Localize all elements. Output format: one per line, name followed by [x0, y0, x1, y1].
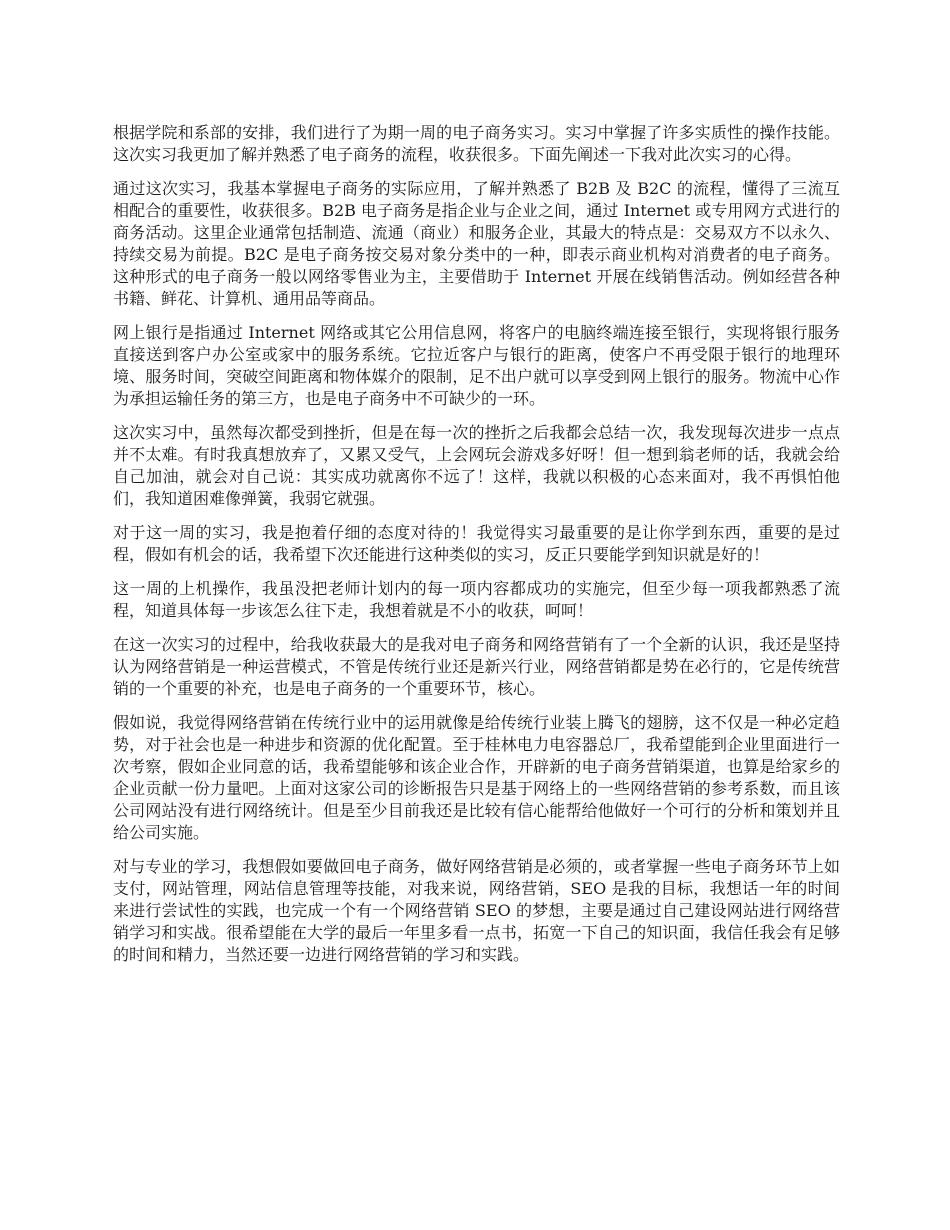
- paragraph-6: 这一周的上机操作，我虽没把老师计划内的每一项内容都成功的实施完，但至少每一项我都熟悉了流程，知道具体每一步该怎么往下走，我想着就是不小的收获，呵呵！: [113, 579, 840, 620]
- paragraph-1: 根据学院和系部的安排，我们进行了为期一周的电子商务实习。实习中掌握了许多实质性的操作技能。这次实习我更加了解并熟悉了电子商务的流程，收获很多。下面先阐述一下我对此次实习的心得。: [113, 123, 840, 164]
- paragraph-2: 通过这次实习，我基本掌握电子商务的实际应用，了解并熟悉了 B2B 及 B2C 的流程，懂得了三流互相配合的重要性，收获很多。B2B 电子商务是指企业与企业之间，通过 Internet 或专用网方式进行的商务活动。这里企业通常包括制造、流通（商业）和服务企业，其最大的特点是：交易双方不以永久、持续交易为前提。B2C 是电子商务按交易对象分类中的一种，即表示商业机构对消费者的电子商务。这种形式的电子商务一般以网络零售业为主，主要借助于 Internet 开展在线销售活动。例如经营各种书籍、鲜花、计算机、通用品等商品。: [113, 179, 840, 308]
- paragraph-3: 网上银行是指通过 Internet 网络或其它公用信息网，将客户的电脑终端连接至银行，实现将银行服务直接送到客户办公室或家中的服务系统。它拉近客户与银行的距离，使客户不再受限于银行的地理环境、服务时间，突破空间距离和物体媒介的限制，足不出户就可以享受到网上银行的服务。物流中心作为承担运输任务的第三方，也是电子商务中不可缺少的一环。: [113, 323, 840, 408]
- paragraph-5: 对于这一周的实习，我是抱着仔细的态度对待的！我觉得实习最重要的是让你学到东西，重要的是过程，假如有机会的话，我希望下次还能进行这种类似的实习，反正只要能学到知识就是好的！: [113, 523, 840, 564]
- paragraph-4: 这次实习中，虽然每次都受到挫折，但是在每一次的挫折之后我都会总结一次，我发现每次进步一点点并不太难。有时我真想放弃了，又累又受气，上会网玩会游戏多好呀！但一想到翁老师的话，我就会给自己加油，就会对自己说：其实成功就离你不远了！这样，我就以积极的心态来面对，我不再惧怕他们，我知道困难像弹簧，我弱它就强。: [113, 423, 840, 508]
- paragraph-7: 在这一次实习的过程中，给我收获最大的是我对电子商务和网络营销有了一个全新的认识，我还是坚持认为网络营销是一种运营模式，不管是传统行业还是新兴行业，网络营销都是势在必行的，它是传统营销的一个重要的补充，也是电子商务的一个重要环节，核心。: [113, 635, 840, 698]
- document-page: [113, 122, 840, 978]
- paragraph-8: 假如说，我觉得网络营销在传统行业中的运用就像是给传统行业装上腾飞的翅膀，这不仅是一种必定趋势，对于社会也是一种进步和资源的优化配置。至于桂林电力电容器总厂，我希望能到企业里面进行一次考察，假如企业同意的话，我希望能够和该企业合作，开辟新的电子商务营销渠道，也算是给家乡的企业贡献一份力量吧。上面对这家公司的诊断报告只是基于网络上的一些网络营销的参考系数，而且该公司网站没有进行网络统计。但是至少目前我还是比较有信心能帮给他做好一个可行的分析和策划并且给公司实施。: [113, 713, 840, 842]
- paragraph-9: 对与专业的学习，我想假如要做回电子商务，做好网络营销是必须的，或者掌握一些电子商务环节上如支付，网站管理，网站信息管理等技能，对我来说，网络营销，SEO 是我的目标，我想话一年的时间来进行尝试性的实践，也完成一个有一个网络营销 SEO 的梦想，主要是通过自己建设网站进行网络营销学习和实战。很希望能在大学的最后一年里多看一点书，拓宽一下自己的知识面，我信任我会有足够的时间和精力，当然还要一边进行网络营销的学习和实践。: [113, 857, 840, 964]
